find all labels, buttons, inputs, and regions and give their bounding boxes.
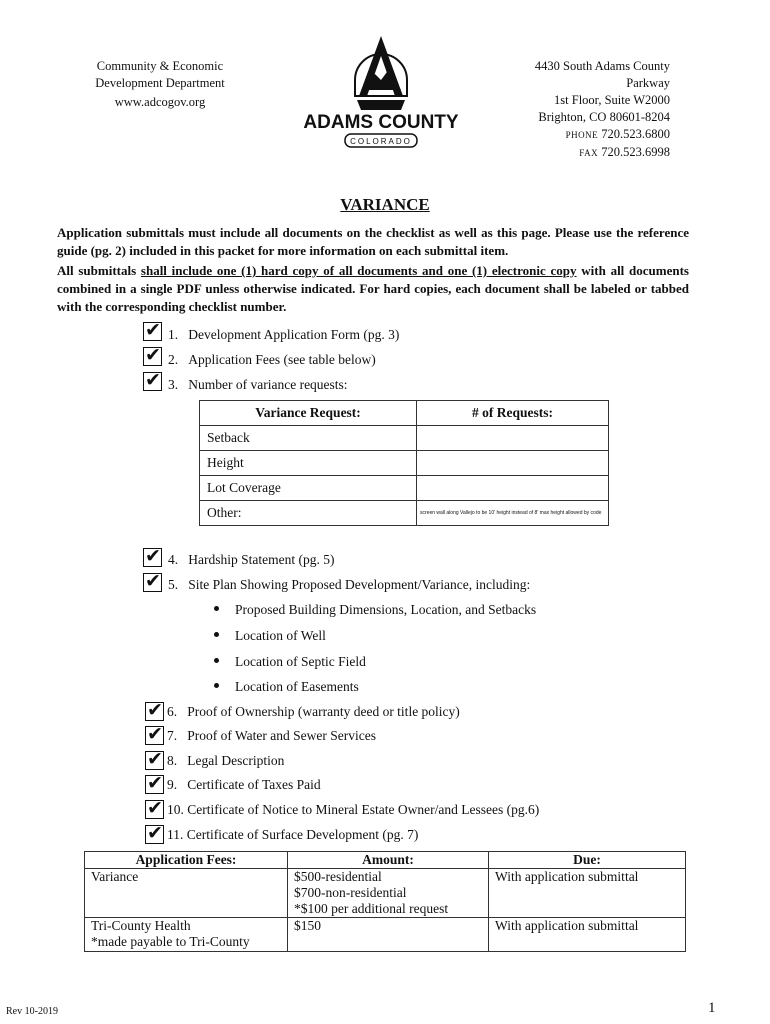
fee-name-cell: Variance bbox=[85, 869, 288, 918]
fax-number: 720.523.6998 bbox=[601, 145, 670, 159]
logo-subtext: COLORADO bbox=[350, 137, 412, 146]
list-item: Proposed Building Dimensions, Location, and Setbacks bbox=[214, 602, 536, 618]
column-header-variance-request: Variance Request: bbox=[200, 401, 417, 426]
checkmark-icon: ✔ bbox=[147, 723, 163, 745]
checkmark-icon: ✔ bbox=[145, 369, 161, 391]
table-row bbox=[85, 918, 686, 952]
checklist-item-11: 11. Certificate of Surface Development (pg. 7) bbox=[167, 827, 419, 842]
list-item: Location of Well bbox=[214, 628, 326, 644]
variance-type-cell: Other: bbox=[200, 501, 417, 526]
checkbox-item-1[interactable] bbox=[143, 319, 162, 341]
checkbox-item-7[interactable] bbox=[145, 723, 164, 745]
variance-type-cell: Lot Coverage bbox=[200, 476, 417, 501]
column-header-application-fees: Application Fees: bbox=[85, 852, 288, 869]
revision-label: Rev 10-2019 bbox=[6, 1006, 58, 1017]
checkbox-item-11[interactable] bbox=[145, 822, 164, 844]
requests-input-cell[interactable] bbox=[417, 426, 609, 451]
variance-type-cell: Height bbox=[200, 451, 417, 476]
checklist-item-2: 2. Application Fees (see table below) bbox=[168, 352, 376, 367]
fee-amount-cell: $150 bbox=[288, 918, 489, 952]
page-number: 1 bbox=[708, 1000, 716, 1016]
fee-due-cell: With application submittal bbox=[489, 869, 686, 918]
checklist-item-5: 5. Site Plan Showing Proposed Development/Variance, including: bbox=[168, 577, 531, 592]
department-block bbox=[90, 58, 230, 111]
page-title: VARIANCE bbox=[340, 195, 430, 214]
phone-label: PHONE bbox=[565, 130, 599, 140]
table-row bbox=[200, 476, 609, 501]
requests-input-cell[interactable] bbox=[417, 451, 609, 476]
table-row bbox=[85, 869, 686, 918]
checkbox-item-6[interactable] bbox=[145, 699, 164, 721]
column-header-requests: # of Requests: bbox=[417, 401, 609, 426]
department-name-line1: Community & Economic bbox=[96, 59, 224, 73]
requests-input-cell[interactable]: screen wall along Vallejo to be 10' height instead of 8' max height allowed by code bbox=[417, 501, 609, 526]
checkmark-icon: ✔ bbox=[145, 344, 161, 366]
checkbox-item-2[interactable] bbox=[143, 344, 162, 366]
checkbox-item-4[interactable] bbox=[143, 545, 162, 567]
variance-type-cell: Setback bbox=[200, 426, 417, 451]
variance-requests-table bbox=[199, 400, 609, 526]
phone-number: 720.523.6800 bbox=[601, 127, 670, 141]
checkmark-icon: ✔ bbox=[147, 748, 163, 770]
list-item: Location of Easements bbox=[214, 679, 359, 695]
checkmark-icon: ✔ bbox=[147, 699, 163, 721]
intro-paragraph-2: All submittals shall include one (1) hard copy of all documents and one (1) electronic copy with all documents combined in a single PDF unless otherwise indicated. For hard copies, each document shall be labeled or tabbed with the corresponding checklist number. bbox=[57, 263, 689, 314]
address-line3: Brighton, CO 80601-8204 bbox=[538, 110, 670, 124]
checklist-item-8: 8. Legal Description bbox=[167, 753, 285, 768]
intro-underlined-text: shall include one (1) hard copy of all documents and one (1) electronic copy bbox=[140, 263, 577, 278]
fax-label: FAX bbox=[579, 148, 599, 158]
table-row bbox=[200, 426, 609, 451]
fee-due-cell: With application submittal bbox=[489, 918, 686, 952]
application-fees-table bbox=[84, 851, 686, 952]
address-line2: 1st Floor, Suite W2000 bbox=[554, 93, 670, 107]
department-name-line2: Development Department bbox=[95, 76, 225, 90]
checklist-item-4: 4. Hardship Statement (pg. 5) bbox=[168, 552, 335, 567]
checkbox-item-9[interactable] bbox=[145, 772, 164, 794]
checkbox-item-10[interactable] bbox=[145, 797, 164, 819]
checkmark-icon: ✔ bbox=[147, 797, 163, 819]
adams-county-logo bbox=[303, 30, 459, 148]
table-header-row bbox=[200, 401, 609, 426]
checklist-item-1: 1. Development Application Form (pg. 3) bbox=[168, 327, 400, 342]
checklist-item-6: 6. Proof of Ownership (warranty deed or title policy) bbox=[167, 704, 460, 719]
column-header-amount: Amount: bbox=[288, 852, 489, 869]
intro-paragraph-1: Application submittals must include all documents on the checklist as well as this page. Please use the reference guide (pg. 2) included in this packet for more information on each submittal item. bbox=[57, 225, 689, 258]
checkmark-icon: ✔ bbox=[147, 772, 163, 794]
checkmark-icon: ✔ bbox=[145, 570, 161, 592]
checkbox-item-8[interactable] bbox=[145, 748, 164, 770]
website-link[interactable]: www.adcogov.org bbox=[114, 95, 206, 109]
fee-amount-cell: $500-residential $700-non-residential *$100 per additional request bbox=[288, 869, 489, 918]
checklist-item-3: 3. Number of variance requests: bbox=[168, 377, 348, 392]
checkbox-item-3[interactable] bbox=[143, 369, 162, 391]
column-header-due: Due: bbox=[489, 852, 686, 869]
checkmark-icon: ✔ bbox=[145, 319, 161, 341]
checkmark-icon: ✔ bbox=[147, 822, 163, 844]
fee-name-cell: Tri-County Health *made payable to Tri-County bbox=[85, 918, 288, 952]
checklist-item-9: 9. Certificate of Taxes Paid bbox=[167, 777, 321, 792]
table-row bbox=[200, 501, 609, 526]
address-block bbox=[500, 58, 670, 162]
table-header-row bbox=[85, 852, 686, 869]
table-row bbox=[200, 451, 609, 476]
address-line1: 4430 South Adams County Parkway bbox=[534, 59, 670, 90]
requests-input-cell[interactable] bbox=[417, 476, 609, 501]
checkbox-item-5[interactable] bbox=[143, 570, 162, 592]
list-item: Location of Septic Field bbox=[214, 654, 366, 670]
checklist-item-7: 7. Proof of Water and Sewer Services bbox=[167, 728, 376, 743]
logo-text: ADAMS COUNTY bbox=[303, 112, 459, 133]
checklist-item-10: 10. Certificate of Notice to Mineral Estate Owner/and Lessees (pg.6) bbox=[167, 802, 540, 817]
checkmark-icon: ✔ bbox=[145, 545, 161, 567]
